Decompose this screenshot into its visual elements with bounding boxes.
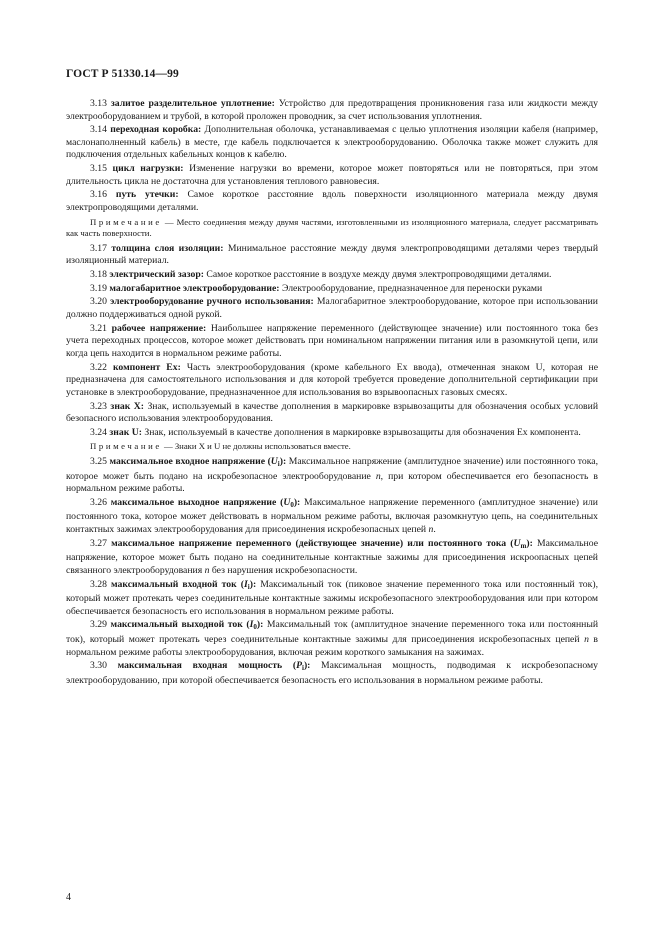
clause-number: 3.14 bbox=[90, 124, 107, 136]
symbol-subscript: m bbox=[520, 541, 527, 550]
clause-term: рабочее напряжение: bbox=[111, 322, 207, 334]
note-text: — Место соединения между двумя частями, изготовленными из изоляционного материала, следует рассматривать как часть поверхности. bbox=[66, 216, 598, 239]
clause-definition: Самое короткое расстояние вдоль поверхности изоляционного материала между двумя электропроводящими деталями. bbox=[66, 189, 599, 214]
clause-definition: Максимальный ток (амплитудное значение переменного тока или постоянный ток), который может протекать через соединительные контактные зажимы для присоединения искробезопасных цепей bbox=[66, 619, 599, 646]
clause-definition: Часть электрооборудования (кроме кабельного Ex ввода), отмеченная знаком U, которая не предназначена для самостоятельного использования и для которой требуется проведение дополнительной сертификации при установке в электрооборудование, предназначенное для использования во взрывоопасных газовых смесях. bbox=[66, 361, 599, 398]
clause-definition: Электрооборудование, предназначенное для переноски руками bbox=[279, 282, 543, 294]
symbol: P bbox=[296, 660, 302, 672]
clause-term: путь утечки: bbox=[115, 189, 179, 201]
clause-3-29 bbox=[66, 619, 598, 659]
clause-term: максимальное выходное напряжение $(U_0)$: bbox=[110, 496, 301, 509]
note-label: Примечание bbox=[90, 216, 162, 227]
clause-number: 3.15 bbox=[90, 163, 107, 175]
clause-3-22 bbox=[66, 362, 598, 400]
clause-3-27 bbox=[66, 538, 598, 578]
clause-3-25 bbox=[66, 456, 598, 496]
clause-definition: Максимальное напряжение (амплитудное значение) или постоянного тока, которое может быть подано на искробезопасное электрооборудование bbox=[66, 455, 598, 482]
clause-number: 3.29 bbox=[90, 619, 107, 631]
clause-number: 3.17 bbox=[90, 242, 107, 254]
clause-number: 3.13 bbox=[90, 98, 107, 109]
clause-term: цикл нагрузки: bbox=[112, 163, 184, 175]
page-number: 4 bbox=[66, 892, 71, 903]
clause-term: малогабаритное электрооборудование: bbox=[109, 282, 280, 294]
clause-definition: Знак, используемый в качестве дополнения в маркировке взрывозащиты для обозначения Ex компонента. bbox=[141, 426, 581, 438]
clause-3-19 bbox=[66, 283, 598, 296]
clause-3-18 bbox=[66, 269, 598, 282]
symbol: U bbox=[270, 455, 278, 467]
document-standard-id: ГОСТ Р 51330.14—99 bbox=[66, 68, 179, 80]
clause-number: 3.21 bbox=[90, 322, 107, 334]
clause-definition-end: в нормальном режиме работы электрооборудования, включая режим короткого замыкания на зажимах. bbox=[66, 634, 598, 658]
clause-definition: Изменение нагрузки во времени, которое может повторяться или не повторяться, при этом длительность цикла не достаточна для установления теплового равновесия. bbox=[66, 163, 599, 187]
clause-number: 3.20 bbox=[90, 296, 107, 308]
clause-definition: Самое короткое расстояние в воздухе между двумя электропроводящими деталями. bbox=[203, 269, 552, 281]
clause-number: 3.16 bbox=[90, 189, 107, 201]
clause-definition: Максимальный ток (пиковое значение переменного тока или постоянный ток), который может протекать через соединительные контактные зажимы искробезопасного электрооборудования или при котором обеспечивается безопасность его использования в нормальном режиме работы. bbox=[66, 578, 599, 617]
symbol: U bbox=[513, 537, 521, 549]
clause-definition: Минимальное расстояние между двумя электропроводящими деталями через твердый изоляционный материал. bbox=[66, 242, 599, 267]
clause-term: электрический зазор: bbox=[109, 269, 204, 281]
clause-number: 3.25 bbox=[90, 455, 107, 467]
symbol-subscript: i bbox=[247, 582, 250, 591]
clause-3-14 bbox=[66, 124, 598, 162]
clause-term: знак X: bbox=[110, 400, 144, 412]
clause-3-16 bbox=[66, 189, 598, 214]
clause-definition: Максимальная мощность, подводимая к искробезопасному электрооборудованию, при которой обеспечивается безопасность его использования в нормальном режиме работы. bbox=[66, 660, 598, 686]
clause-3-20 bbox=[66, 296, 598, 321]
clause-definition: Максимальное напряжение переменного (амплитудное значение) или постоянного тока, которое может действовать в нормальном режиме работы, включая разомкнутую цепь, на соединительных контактных зажимах электрооборудования для присоединения искробезопасных цепей bbox=[66, 496, 598, 536]
clause-number: 3.28 bbox=[90, 578, 107, 590]
italic-n: n bbox=[584, 634, 589, 646]
clause-term: электрооборудование ручного использования: bbox=[110, 296, 314, 308]
clause-definition: Максимальное напряжение, которое может быть подано на соединительные контактные зажимы для присоединения искроопасных цепей связанного электрооборудования bbox=[66, 537, 599, 576]
clause-3-26 bbox=[66, 497, 598, 537]
clause-number: 3.30 bbox=[90, 660, 107, 672]
clause-term: максимальное напряжение переменного (действующее значение) или постоянного тока $(U_m)$: bbox=[111, 537, 533, 550]
clause-3-30 bbox=[66, 660, 598, 687]
clause-definition: Наибольшее напряжение переменного (действующее значение) или постоянного тока без учета переходных процессов, которое может действовать при номинальном напряжении питания или в разомкнутой цепи, или когда цепь находится в нормальном режиме работы. bbox=[66, 322, 598, 359]
clause-term: компонент Ex: bbox=[112, 361, 181, 373]
note-3-24 bbox=[66, 441, 598, 453]
clause-term: максимальный выходной ток $(I_0)$: bbox=[110, 619, 264, 632]
clause-definition-end: , при котором обеспечивается его безопасность в нормальном режиме работы. bbox=[66, 470, 599, 495]
clause-definition: Устройство для предотвращения проникновения газа или жидкости между электрооборудованием и трубой, в которой проложен проводник, за счет использования уплотнения. bbox=[66, 98, 599, 122]
symbol-subscript: i bbox=[301, 664, 304, 673]
clause-definition-end: без нарушения искробезопасности. bbox=[209, 564, 358, 576]
clause-number: 3.27 bbox=[90, 537, 107, 549]
clause-number: 3.24 bbox=[90, 426, 107, 438]
clause-number: 3.26 bbox=[90, 496, 107, 508]
symbol-subscript: 0 bbox=[253, 623, 257, 632]
note-text: — Знаки X и U не должны использоваться вместе. bbox=[161, 441, 351, 452]
symbol: U bbox=[283, 496, 291, 508]
clause-definition-end: . bbox=[433, 524, 436, 536]
document-body bbox=[66, 98, 598, 689]
note-3-16 bbox=[66, 217, 598, 240]
italic-n: n bbox=[375, 470, 381, 482]
clause-3-24 bbox=[66, 427, 598, 440]
clause-3-21 bbox=[66, 323, 598, 361]
clause-3-28 bbox=[66, 579, 598, 619]
symbol: I bbox=[244, 578, 248, 590]
clause-term: знак U: bbox=[109, 426, 142, 438]
italic-n: n bbox=[428, 524, 434, 536]
clause-3-13 bbox=[66, 98, 598, 123]
clause-3-23 bbox=[66, 401, 598, 426]
clause-definition: Малогабаритное электрооборудование, которое при использовании должно поддерживаться одной рукой. bbox=[66, 296, 598, 321]
clause-term: толщина слоя изоляции: bbox=[111, 242, 224, 254]
clause-term: максимальный входной ток $(I_i)$: bbox=[111, 578, 257, 591]
clause-term: максимальное входное напряжение $(U_i)$: bbox=[109, 455, 287, 468]
clause-number: 3.23 bbox=[90, 400, 107, 412]
clause-3-17 bbox=[66, 243, 598, 268]
italic-n: n bbox=[204, 564, 210, 576]
clause-definition: Дополнительная оболочка, устанавливаемая с целью уплотнения изоляции кабеля (например, маслонаполненный кабель) в месте, где кабель подключается к электрооборудованию. Оболочка также может служить для подключения отдельных кабельных концов к кабелю. bbox=[66, 124, 598, 161]
clause-definition: Знак, используемый в качестве дополнения в маркировке взрывозащиты для обозначения особых условий безопасного использования электрооборудования. bbox=[66, 400, 598, 425]
symbol: I bbox=[249, 619, 254, 631]
note-label: Примечание bbox=[90, 441, 162, 452]
clause-term: максимальная входная мощность $(P_i)$: bbox=[117, 660, 311, 673]
clause-number: 3.22 bbox=[90, 361, 107, 373]
clause-number: 3.19 bbox=[90, 282, 107, 294]
clause-term: залитое разделительное уплотнение: bbox=[110, 98, 275, 109]
symbol-subscript: i bbox=[277, 459, 280, 468]
clause-term: переходная коробка: bbox=[110, 124, 202, 136]
clause-3-15 bbox=[66, 163, 598, 188]
symbol-subscript: 0 bbox=[290, 500, 294, 509]
clause-number: 3.18 bbox=[90, 269, 107, 281]
